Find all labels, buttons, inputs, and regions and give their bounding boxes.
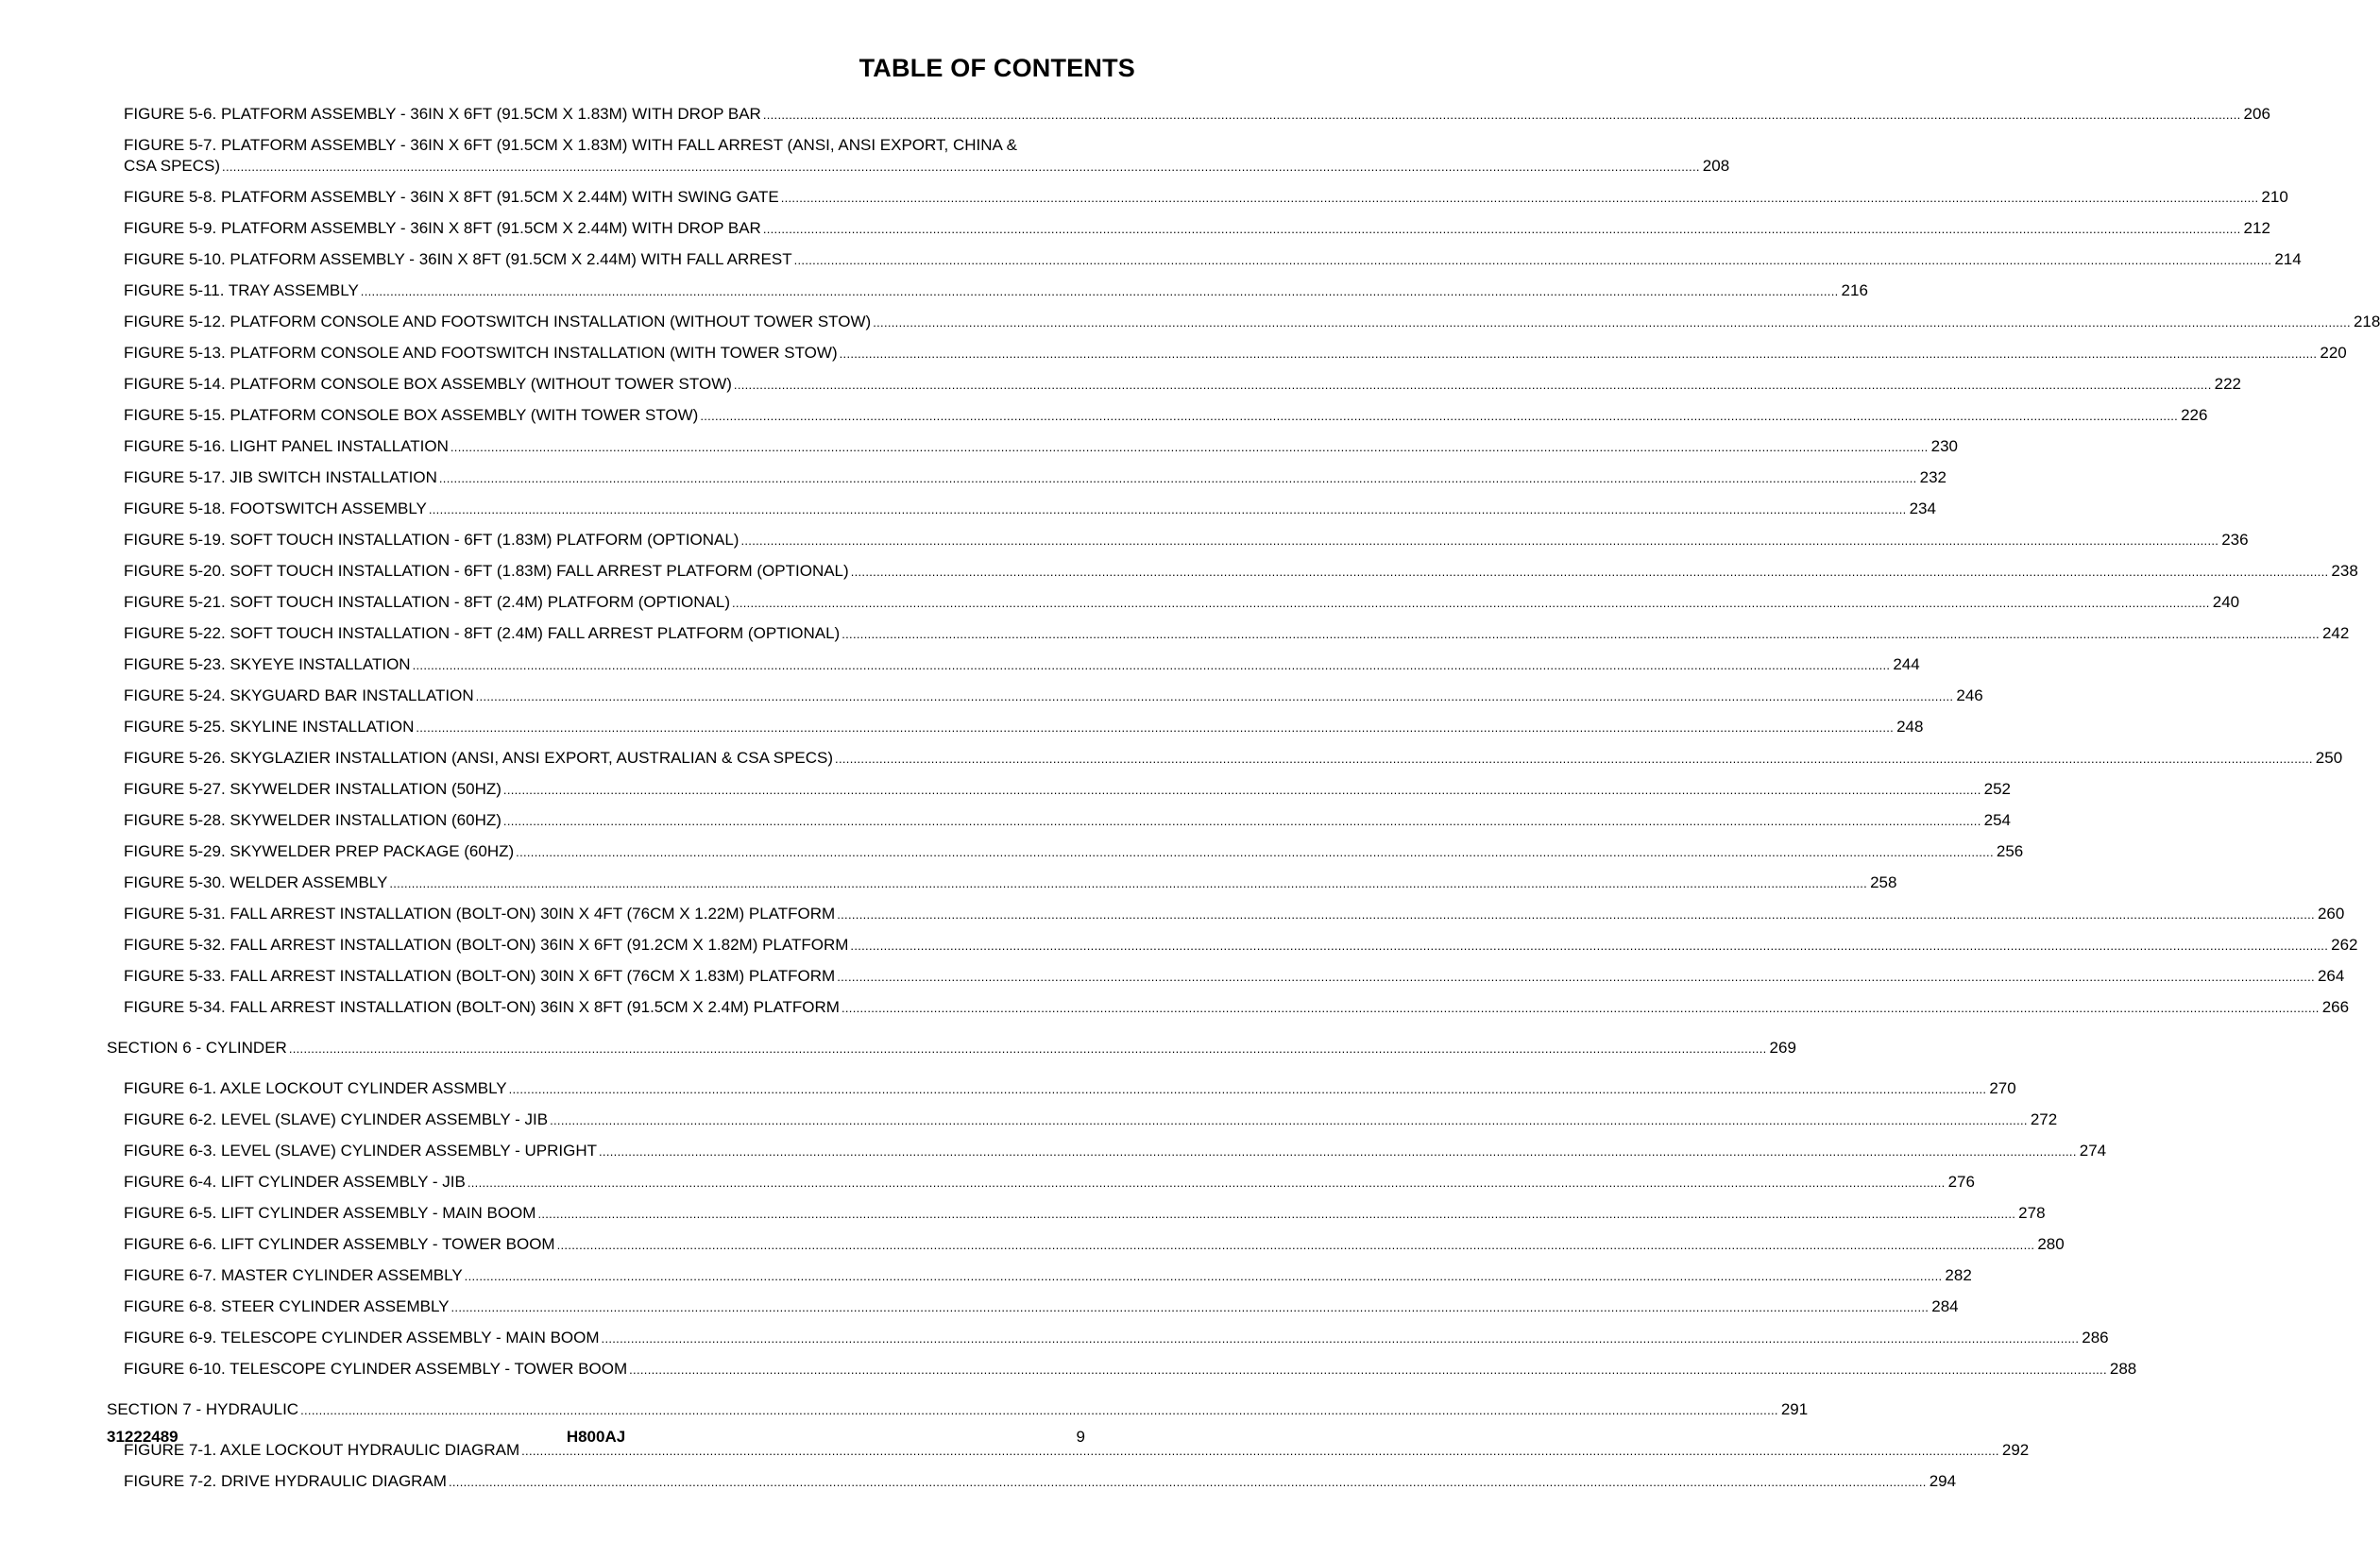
- toc-entry-title: FIGURE 5-19. SOFT TOUCH INSTALLATION - 6FT (1.83M) PLATFORM (OPTIONAL): [124, 531, 740, 549]
- toc-page-number: 282: [1945, 1266, 1972, 1284]
- toc-page-number: 291: [1780, 1400, 1809, 1418]
- toc-page-number: 280: [2037, 1235, 2065, 1253]
- toc-entry-title: FIGURE 5-10. PLATFORM ASSEMBLY - 36IN X 8FT (91.5CM X 2.44M) WITH FALL ARREST: [124, 250, 792, 268]
- toc-page-number: 242: [2321, 624, 2350, 642]
- toc-entry-title: CSA SPECS): [124, 157, 221, 175]
- toc-entry-title: FIGURE 6-1. AXLE LOCKOUT CYLINDER ASSMBLY: [124, 1079, 507, 1097]
- dot-leader: ................................................................................................................................................................................................................................................................................................................................................................................................................: [475, 689, 1954, 703]
- toc-entry-title: SECTION 7 - HYDRAULIC: [107, 1400, 299, 1418]
- dot-leader: ................................................................................................................................................................................................................................................................................................................................................................................................................: [850, 565, 2329, 579]
- dot-leader: ................................................................................................................................................................................................................................................................................................................................................................................................................: [288, 1041, 1767, 1056]
- dot-leader: ................................................................................................................................................................................................................................................................................................................................................................................................................: [300, 1403, 1778, 1417]
- toc-entry-title: FIGURE 6-2. LEVEL (SLAVE) CYLINDER ASSEMBLY - JIB: [124, 1110, 549, 1128]
- toc-figure-entry[interactable]: [124, 904, 2345, 925]
- toc-page-number: 210: [2261, 188, 2288, 206]
- table-of-contents: [0, 104, 2380, 1493]
- toc-page-number: 269: [1769, 1039, 1796, 1057]
- dot-leader: ................................................................................................................................................................................................................................................................................................................................................................................................................: [464, 1269, 1943, 1283]
- toc-entry-title: FIGURE 5-26. SKYGLAZIER INSTALLATION (ANSI, ANSI EXPORT, AUSTRALIAN & CSA SPECS): [124, 749, 834, 767]
- dot-leader: ................................................................................................................................................................................................................................................................................................................................................................................................................: [428, 502, 1907, 517]
- toc-figure-entry[interactable]: [124, 686, 1983, 707]
- toc-figure-entry[interactable]: [124, 654, 1920, 676]
- toc-entry-title: FIGURE 5-25. SKYLINE INSTALLATION: [124, 718, 415, 736]
- toc-entry-title: FIGURE 5-16. LIGHT PANEL INSTALLATION: [124, 437, 449, 455]
- page-title: TABLE OF CONTENTS: [858, 54, 1135, 82]
- footer-part-number: 31222489: [107, 1428, 178, 1446]
- toc-figure-entry[interactable]: [124, 1296, 1959, 1318]
- toc-figure-entry[interactable]: [124, 810, 2012, 832]
- toc-entry-title: FIGURE 5-17. JIB SWITCH INSTALLATION: [124, 468, 437, 486]
- toc-entry-title: FIGURE 6-5. LIFT CYLINDER ASSEMBLY - MAIN BOOM: [124, 1204, 536, 1222]
- dot-leader: ................................................................................................................................................................................................................................................................................................................................................................................................................: [521, 1444, 1999, 1458]
- toc-page-number: 214: [2274, 250, 2302, 268]
- dot-leader: ................................................................................................................................................................................................................................................................................................................................................................................................................: [601, 1331, 2080, 1346]
- toc-figure-entry[interactable]: [124, 561, 2358, 583]
- toc-figure-entry[interactable]: [124, 135, 1730, 178]
- dot-leader: ................................................................................................................................................................................................................................................................................................................................................................................................................: [508, 1082, 1987, 1096]
- dot-leader: ................................................................................................................................................................................................................................................................................................................................................................................................................: [502, 783, 1981, 797]
- toc-page-number: 274: [2079, 1142, 2107, 1160]
- dot-leader: ................................................................................................................................................................................................................................................................................................................................................................................................................: [700, 409, 2179, 423]
- toc-entry-title: FIGURE 5-24. SKYGUARD BAR INSTALLATION: [124, 686, 474, 704]
- toc-entry-title: FIGURE 5-15. PLATFORM CONSOLE BOX ASSEMBLY (WITH TOWER STOW): [124, 406, 699, 424]
- dot-leader: ................................................................................................................................................................................................................................................................................................................................................................................................................: [762, 108, 2241, 122]
- toc-page-number: 208: [1702, 157, 1730, 175]
- toc-entry-title: FIGURE 6-8. STEER CYLINDER ASSEMBLY: [124, 1297, 450, 1315]
- dot-leader: ................................................................................................................................................................................................................................................................................................................................................................................................................: [416, 720, 1895, 735]
- toc-page-number: 286: [2082, 1329, 2109, 1346]
- toc-page-number: 260: [2317, 905, 2345, 923]
- toc-figure-entry[interactable]: [124, 104, 2270, 126]
- toc-figure-entry[interactable]: [124, 1265, 1972, 1287]
- toc-figure-entry[interactable]: [124, 467, 1946, 489]
- toc-entry-title: FIGURE 5-12. PLATFORM CONSOLE AND FOOTSWITCH INSTALLATION (WITHOUT TOWER STOW): [124, 313, 872, 330]
- toc-figure-entry[interactable]: [124, 312, 2380, 333]
- dot-leader: ................................................................................................................................................................................................................................................................................................................................................................................................................: [835, 752, 2313, 766]
- toc-entry-title: FIGURE 5-33. FALL ARREST INSTALLATION (BOLT-ON) 30IN X 6FT (76CM X 1.83M) PLATFORM: [124, 967, 836, 985]
- toc-figure-entry[interactable]: [124, 374, 2242, 396]
- dot-leader: ................................................................................................................................................................................................................................................................................................................................................................................................................: [450, 440, 1929, 454]
- toc-entry-title: FIGURE 6-10. TELESCOPE CYLINDER ASSEMBLY - TOWER BOOM: [124, 1360, 628, 1378]
- toc-section-entry[interactable]: [107, 1038, 1796, 1059]
- toc-page-number: 294: [1929, 1472, 1957, 1490]
- toc-entry-title: FIGURE 5-34. FALL ARREST INSTALLATION (BOLT-ON) 36IN X 8FT (91.5CM X 2.4M) PLATFORM: [124, 998, 840, 1016]
- toc-entry-title: FIGURE 7-1. AXLE LOCKOUT HYDRAULIC DIAGRAM: [124, 1441, 520, 1459]
- toc-page-number: 254: [1983, 811, 2012, 829]
- toc-figure-entry[interactable]: [124, 935, 2358, 957]
- dot-leader: ................................................................................................................................................................................................................................................................................................................................................................................................................: [873, 315, 2351, 330]
- dot-leader: ................................................................................................................................................................................................................................................................................................................................................................................................................: [599, 1144, 2077, 1159]
- toc-page-number: 222: [2214, 375, 2242, 393]
- toc-entry-title: FIGURE 5-20. SOFT TOUCH INSTALLATION - 6FT (1.83M) FALL ARREST PLATFORM (OPTIONAL): [124, 562, 849, 580]
- toc-page-number: 292: [2001, 1441, 2030, 1459]
- toc-page-number: 216: [1841, 281, 1868, 299]
- toc-page-number: 258: [1870, 873, 1897, 891]
- toc-figure-entry[interactable]: [124, 343, 2347, 364]
- toc-entry-title: FIGURE 5-29. SKYWELDER PREP PACKAGE (60HZ): [124, 842, 515, 860]
- toc-page-number: 240: [2212, 593, 2240, 611]
- toc-figure-entry[interactable]: [124, 1359, 2137, 1380]
- toc-entry-title: FIGURE 5-21. SOFT TOUCH INSTALLATION - 8FT (2.4M) PLATFORM (OPTIONAL): [124, 593, 730, 611]
- toc-entry-title: FIGURE 6-9. TELESCOPE CYLINDER ASSEMBLY - MAIN BOOM: [124, 1329, 600, 1346]
- toc-page-number: 236: [2221, 531, 2249, 549]
- toc-entry-title: FIGURE 6-7. MASTER CYLINDER ASSEMBLY: [124, 1266, 463, 1284]
- toc-page-number: 220: [2320, 344, 2347, 362]
- toc-page-number: 212: [2243, 219, 2270, 237]
- toc-entry-title: FIGURE 5-14. PLATFORM CONSOLE BOX ASSEMBLY (WITHOUT TOWER STOW): [124, 375, 732, 393]
- toc-page-number: 288: [2109, 1360, 2137, 1378]
- dot-leader: ................................................................................................................................................................................................................................................................................................................................................................................................................: [762, 222, 2241, 236]
- toc-page-number: 256: [1996, 842, 2024, 860]
- dot-leader: ................................................................................................................................................................................................................................................................................................................................................................................................................: [732, 596, 2210, 610]
- toc-page-number: 206: [2243, 105, 2270, 123]
- toc-entry-title: FIGURE 5-28. SKYWELDER INSTALLATION (60HZ): [124, 811, 502, 829]
- toc-page-number: 218: [2353, 313, 2380, 330]
- toc-figure-entry[interactable]: [124, 405, 2208, 427]
- dot-leader: ................................................................................................................................................................................................................................................................................................................................................................................................................: [839, 347, 2318, 361]
- dot-leader: ................................................................................................................................................................................................................................................................................................................................................................................................................: [850, 939, 2329, 953]
- toc-page-number: 244: [1893, 655, 1920, 673]
- dot-leader: ................................................................................................................................................................................................................................................................................................................................................................................................................: [733, 378, 2212, 392]
- toc-figure-entry[interactable]: [124, 436, 1958, 458]
- dot-leader: ................................................................................................................................................................................................................................................................................................................................................................................................................: [222, 160, 1700, 174]
- toc-entry-title: FIGURE 5-8. PLATFORM ASSEMBLY - 36IN X 8FT (91.5CM X 2.44M) WITH SWING GATE: [124, 188, 779, 206]
- dot-leader: ................................................................................................................................................................................................................................................................................................................................................................................................................: [837, 970, 2315, 984]
- toc-figure-entry[interactable]: [124, 997, 2350, 1019]
- dot-leader: ................................................................................................................................................................................................................................................................................................................................................................................................................: [841, 1001, 2320, 1015]
- toc-entry-title: FIGURE 6-6. LIFT CYLINDER ASSEMBLY - TOWER BOOM: [124, 1235, 555, 1253]
- toc-figure-entry[interactable]: [124, 1172, 1975, 1194]
- toc-page-number: 234: [1909, 500, 1936, 517]
- toc-figure-entry[interactable]: [124, 872, 1897, 894]
- toc-figure-entry[interactable]: [124, 187, 2288, 209]
- toc-page-number: 252: [1983, 780, 2012, 798]
- toc-entry-title: FIGURE 6-3. LEVEL (SLAVE) CYLINDER ASSEMBLY - UPRIGHT: [124, 1142, 598, 1160]
- toc-page-number: 238: [2331, 562, 2358, 580]
- toc-entry-title: FIGURE 5-6. PLATFORM ASSEMBLY - 36IN X 6FT (91.5CM X 1.83M) WITH DROP BAR: [124, 105, 761, 123]
- toc-entry-title: FIGURE 5-30. WELDER ASSEMBLY: [124, 873, 388, 891]
- toc-figure-entry[interactable]: [124, 280, 1868, 302]
- dot-leader: ................................................................................................................................................................................................................................................................................................................................................................................................................: [516, 845, 1994, 859]
- toc-page-number: 226: [2181, 406, 2208, 424]
- toc-figure-entry[interactable]: [124, 1078, 2016, 1100]
- toc-figure-entry[interactable]: [124, 1141, 2107, 1162]
- toc-entry-title: SECTION 6 - CYLINDER: [107, 1039, 287, 1057]
- dot-leader: ................................................................................................................................................................................................................................................................................................................................................................................................................: [450, 1300, 1930, 1314]
- toc-entry-title: FIGURE 5-18. FOOTSWITCH ASSEMBLY: [124, 500, 427, 517]
- toc-figure-entry[interactable]: [124, 1328, 2109, 1349]
- dot-leader: ................................................................................................................................................................................................................................................................................................................................................................................................................: [360, 284, 1839, 298]
- toc-figure-entry[interactable]: [124, 1471, 1957, 1493]
- toc-entry-title: FIGURE 5-9. PLATFORM ASSEMBLY - 36IN X 8FT (91.5CM X 2.44M) WITH DROP BAR: [124, 219, 761, 237]
- toc-entry-title: FIGURE 6-4. LIFT CYLINDER ASSEMBLY - JIB: [124, 1173, 466, 1191]
- footer-page-number: 9: [1076, 1428, 1085, 1446]
- toc-entry-title: FIGURE 5-32. FALL ARREST INSTALLATION (BOLT-ON) 36IN X 6FT (91.2CM X 1.82M) PLATFORM: [124, 936, 849, 954]
- toc-page-number: 262: [2331, 936, 2358, 954]
- dot-leader: ................................................................................................................................................................................................................................................................................................................................................................................................................: [502, 814, 1981, 828]
- toc-entry-title-line: FIGURE 5-7. PLATFORM ASSEMBLY - 36IN X 6FT (91.5CM X 1.83M) WITH FALL ARREST (ANSI, ANSI EXPORT, CHINA &: [124, 136, 1017, 154]
- toc-page-number: 264: [2317, 967, 2345, 985]
- toc-figure-entry[interactable]: [124, 748, 2343, 770]
- toc-figure-entry[interactable]: [124, 623, 2350, 645]
- toc-page-number: 266: [2321, 998, 2350, 1016]
- toc-figure-entry[interactable]: [124, 717, 1924, 738]
- toc-figure-entry[interactable]: [124, 966, 2345, 988]
- toc-page-number: 232: [1919, 468, 1946, 486]
- toc-page-number: 284: [1931, 1297, 1959, 1315]
- toc-page-number: 250: [2315, 749, 2343, 767]
- toc-page-number: 246: [1956, 686, 1983, 704]
- toc-entry-title: FIGURE 5-22. SOFT TOUCH INSTALLATION - 8FT (2.4M) FALL ARREST PLATFORM (OPTIONAL): [124, 624, 841, 642]
- toc-entry-title: FIGURE 5-11. TRAY ASSEMBLY: [124, 281, 359, 299]
- dot-leader: ................................................................................................................................................................................................................................................................................................................................................................................................................: [537, 1207, 2016, 1221]
- toc-figure-entry[interactable]: [124, 841, 2024, 863]
- toc-page-number: 272: [2030, 1110, 2058, 1128]
- page-footer: [107, 1428, 1085, 1450]
- toc-entry-title: FIGURE 7-2. DRIVE HYDRAULIC DIAGRAM: [124, 1472, 447, 1490]
- toc-figure-entry[interactable]: [124, 1203, 2046, 1225]
- toc-section-entry[interactable]: [107, 1399, 1809, 1421]
- toc-figure-entry[interactable]: [124, 530, 2249, 551]
- toc-entry-title: FIGURE 5-13. PLATFORM CONSOLE AND FOOTSWITCH INSTALLATION (WITH TOWER STOW): [124, 344, 838, 362]
- dot-leader: ................................................................................................................................................................................................................................................................................................................................................................................................................: [837, 907, 2315, 922]
- toc-figure-entry[interactable]: [124, 592, 2240, 614]
- footer-model: H800AJ: [566, 1428, 626, 1446]
- dot-leader: ................................................................................................................................................................................................................................................................................................................................................................................................................: [793, 253, 2272, 267]
- dot-leader: ................................................................................................................................................................................................................................................................................................................................................................................................................: [467, 1176, 1946, 1190]
- toc-page-number: 248: [1896, 718, 1924, 736]
- toc-figure-entry[interactable]: [124, 1234, 2065, 1256]
- toc-figure-entry[interactable]: [124, 499, 1936, 520]
- dot-leader: ................................................................................................................................................................................................................................................................................................................................................................................................................: [842, 627, 2320, 641]
- toc-entry-title: FIGURE 5-27. SKYWELDER INSTALLATION (50HZ): [124, 780, 502, 798]
- dot-leader: ................................................................................................................................................................................................................................................................................................................................................................................................................: [438, 471, 1917, 485]
- toc-figure-entry[interactable]: [124, 218, 2270, 240]
- dot-leader: ................................................................................................................................................................................................................................................................................................................................................................................................................: [556, 1238, 2035, 1252]
- dot-leader: ................................................................................................................................................................................................................................................................................................................................................................................................................: [389, 876, 1868, 890]
- toc-figure-entry[interactable]: [124, 779, 2012, 801]
- toc-page-number: 278: [2018, 1204, 2046, 1222]
- dot-leader: ................................................................................................................................................................................................................................................................................................................................................................................................................: [412, 658, 1891, 672]
- toc-figure-entry[interactable]: [124, 1109, 2058, 1131]
- toc-figure-entry[interactable]: [124, 249, 2302, 271]
- dot-leader: ................................................................................................................................................................................................................................................................................................................................................................................................................: [740, 533, 2219, 548]
- toc-entry-title: FIGURE 5-23. SKYEYE INSTALLATION: [124, 655, 411, 673]
- toc-page-number: 230: [1930, 437, 1958, 455]
- dot-leader: ................................................................................................................................................................................................................................................................................................................................................................................................................: [780, 191, 2259, 205]
- toc-entry-title: FIGURE 5-31. FALL ARREST INSTALLATION (BOLT-ON) 30IN X 4FT (76CM X 1.22M) PLATFORM: [124, 905, 836, 923]
- dot-leader: ................................................................................................................................................................................................................................................................................................................................................................................................................: [550, 1113, 2028, 1127]
- dot-leader: ................................................................................................................................................................................................................................................................................................................................................................................................................: [448, 1475, 1927, 1489]
- toc-page-number: 270: [1989, 1079, 2016, 1097]
- toc-page-number: 276: [1947, 1173, 1975, 1191]
- dot-leader: ................................................................................................................................................................................................................................................................................................................................................................................................................: [629, 1363, 2107, 1377]
